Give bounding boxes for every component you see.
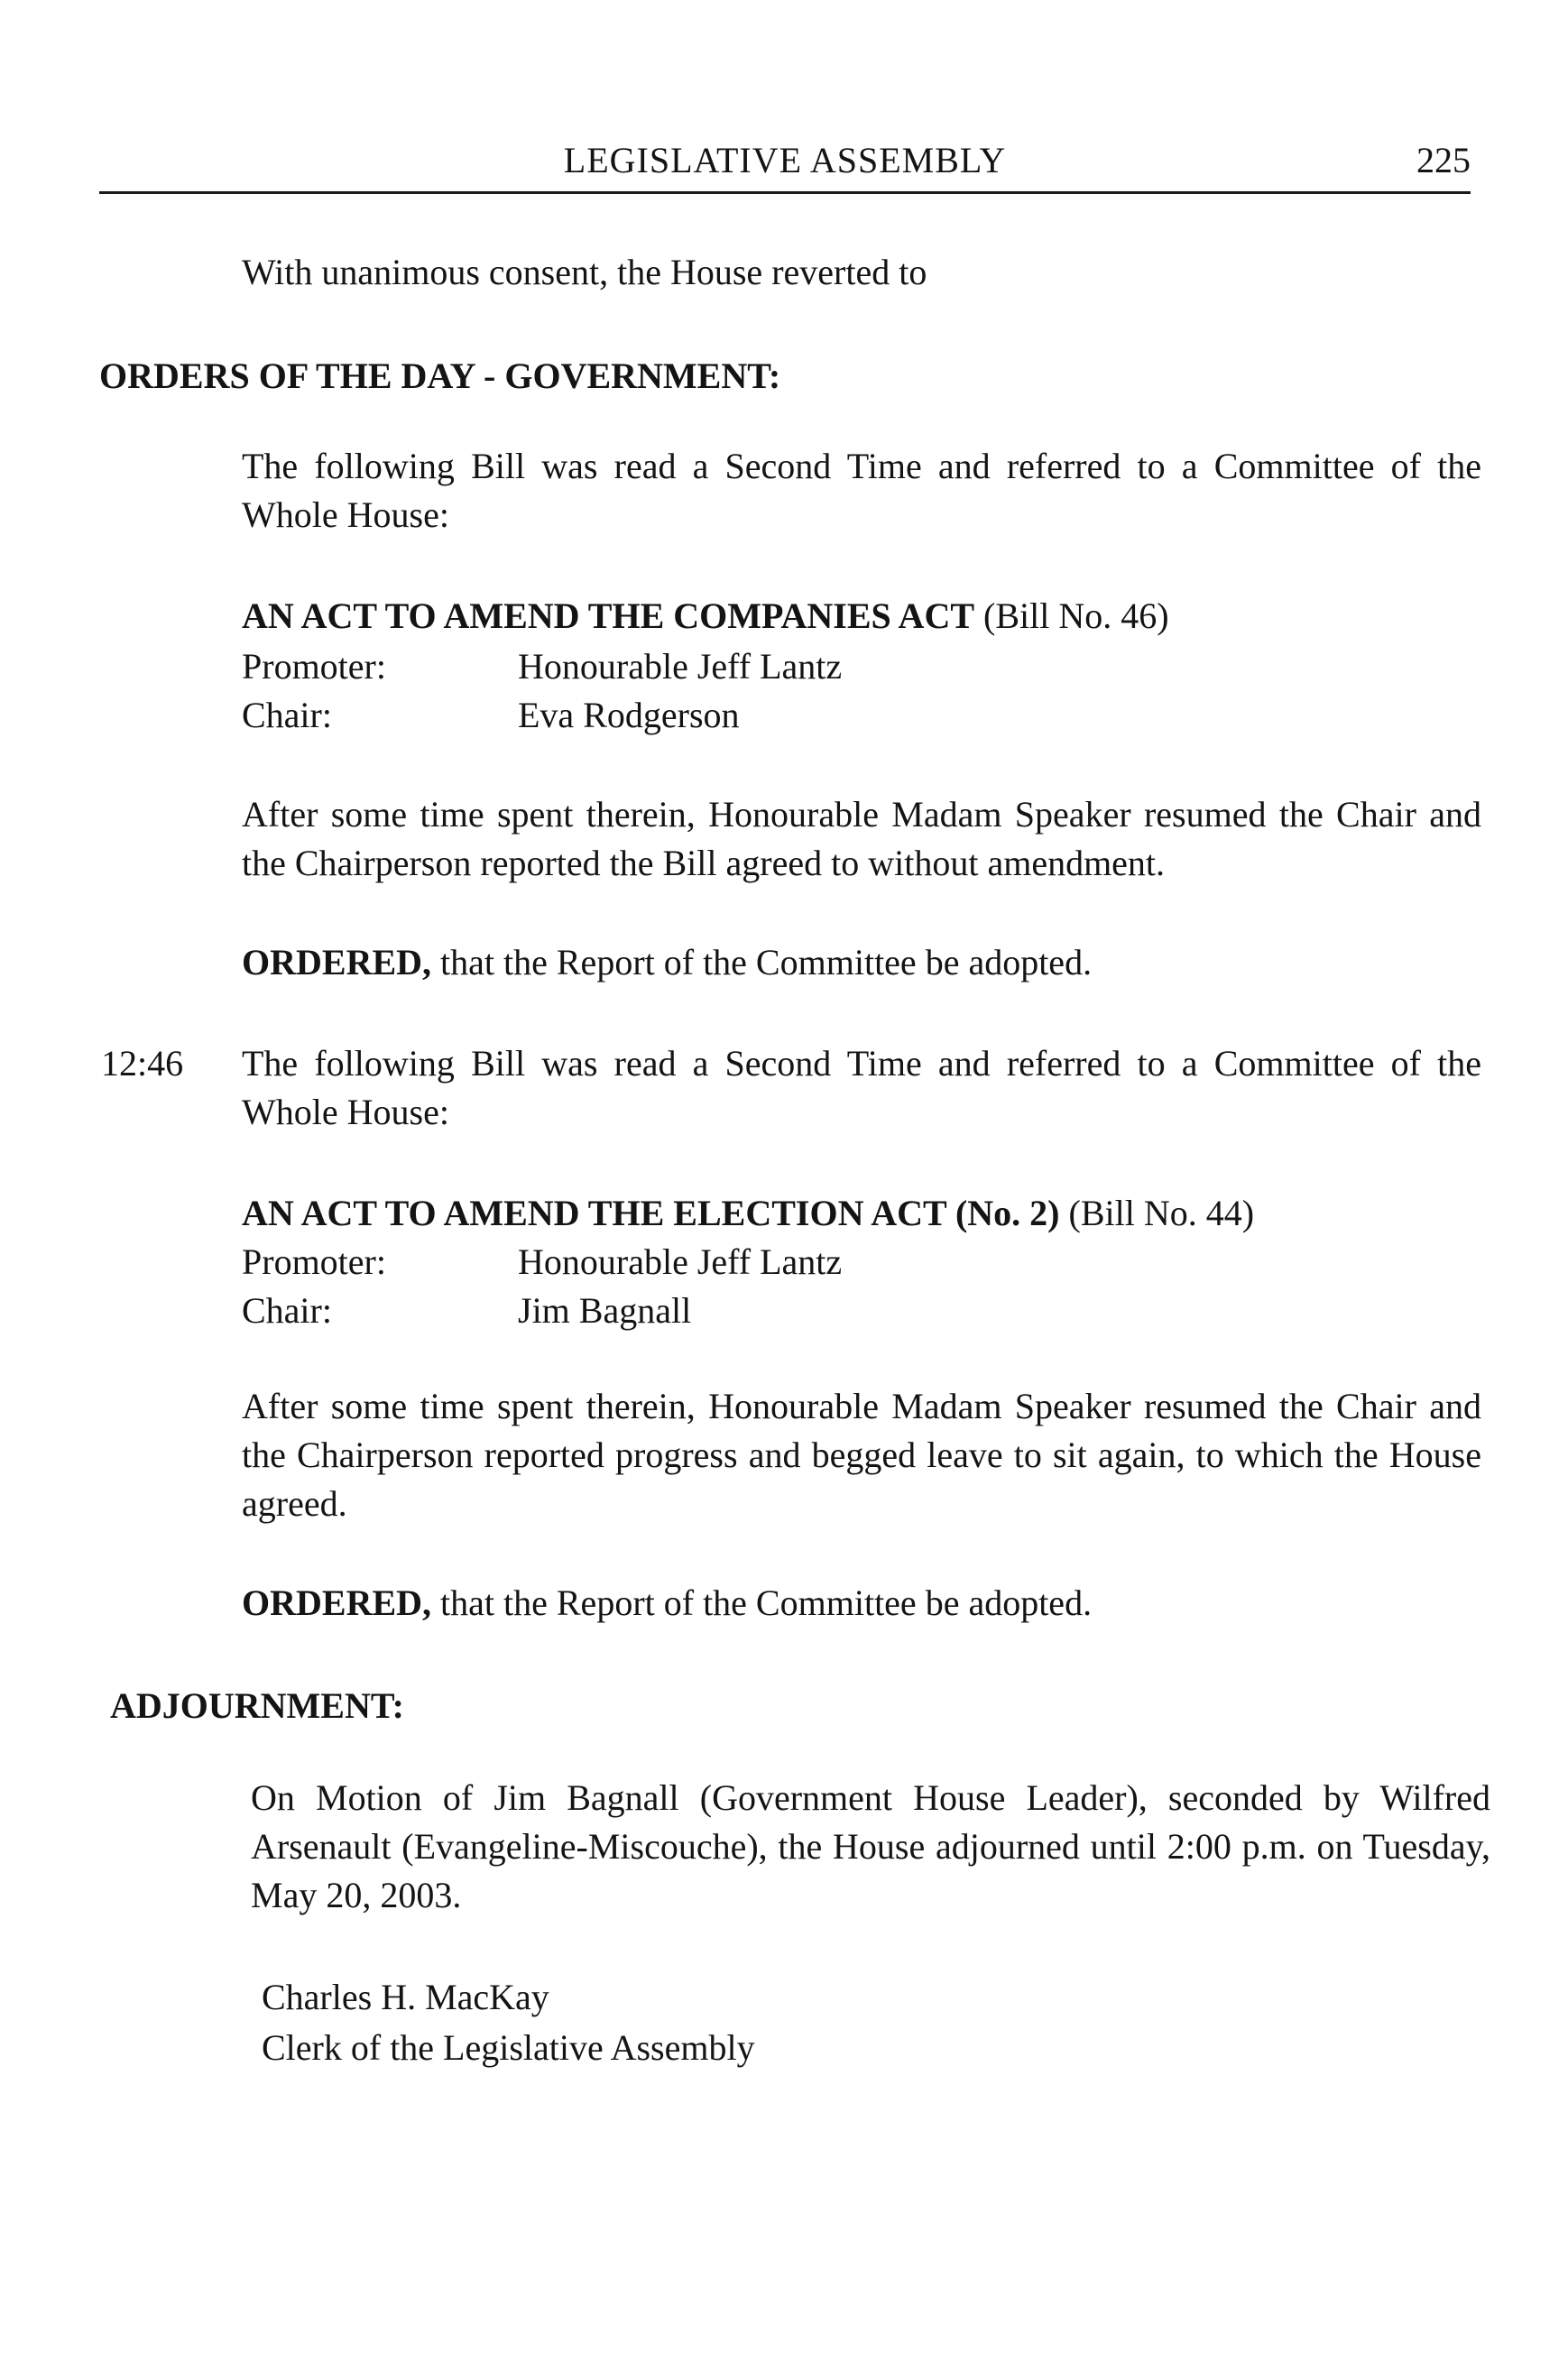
signature-title: Clerk of the Legislative Assembly <box>262 2027 755 2068</box>
bill1-ordered <box>242 938 1505 987</box>
chair-value: Jim Bagnall <box>518 1290 692 1331</box>
signature-block <box>262 1972 755 2073</box>
ordered-text: that the Report of the Committee be adopted. <box>431 1582 1093 1623</box>
page-number: 225 <box>1416 140 1471 180</box>
promoter-label: Promoter: <box>242 1241 386 1282</box>
page-header <box>99 135 1471 194</box>
bill1-after-text: After some time spent therein, Honourable Madam Speaker resumed the Chair and the Chairperson reported the Bill agreed to without amendment. <box>242 794 1481 883</box>
bill2-title: AN ACT TO AMEND THE ELECTION ACT (No. 2) <box>242 1193 1060 1233</box>
ordered-keyword: ORDERED, <box>242 942 432 982</box>
section-heading-orders: ORDERS OF THE DAY - GOVERNMENT: <box>99 355 781 396</box>
timestamp: 12:46 <box>101 1043 184 1084</box>
section-heading-adjournment: ADJOURNMENT: <box>110 1685 404 1726</box>
bill1-number: (Bill No. 46) <box>974 595 1169 636</box>
intro-text: With unanimous consent, the House reverted to <box>242 252 927 292</box>
ordered-keyword: ORDERED, <box>242 1582 432 1623</box>
bill1-intro: The following Bill was read a Second Time and referred to a Committee of the Whole House: <box>242 446 1481 535</box>
bill2-title-line <box>242 1189 1505 1238</box>
ordered-text: that the Report of the Committee be adopted. <box>431 942 1093 982</box>
signature-name: Charles H. MacKay <box>262 1977 549 2017</box>
adjournment-text: On Motion of Jim Bagnall (Government House Leader), seconded by Wilfred Arsenault (Evangeline-Miscouche), the House adjourned until 2:00 p.m. on Tuesday, May 20, 2003. <box>251 1777 1490 1915</box>
promoter-value: Honourable Jeff Lantz <box>518 1241 843 1282</box>
bill2-after-text: After some time spent therein, Honourable Madam Speaker resumed the Chair and the Chairperson reported progress and begged leave to sit again, to which the House agreed. <box>242 1386 1481 1524</box>
bill1-title: AN ACT TO AMEND THE COMPANIES ACT <box>242 595 975 636</box>
bill1-chair-row <box>242 691 740 740</box>
bill2-number: (Bill No. 44) <box>1059 1193 1255 1233</box>
header-title: LEGISLATIVE ASSEMBLY <box>563 140 1007 180</box>
chair-label: Chair: <box>242 695 332 735</box>
chair-value: Eva Rodgerson <box>518 695 740 735</box>
chair-label: Chair: <box>242 1290 332 1331</box>
promoter-label: Promoter: <box>242 646 386 687</box>
bill1-title-line <box>242 592 1505 641</box>
bill2-promoter-row <box>242 1238 842 1287</box>
bill1-promoter-row <box>242 642 842 691</box>
bill2-chair-row <box>242 1287 691 1335</box>
bill2-intro: The following Bill was read a Second Time and referred to a Committee of the Whole House: <box>242 1043 1481 1132</box>
promoter-value: Honourable Jeff Lantz <box>518 646 843 687</box>
bill2-ordered <box>242 1579 1505 1628</box>
